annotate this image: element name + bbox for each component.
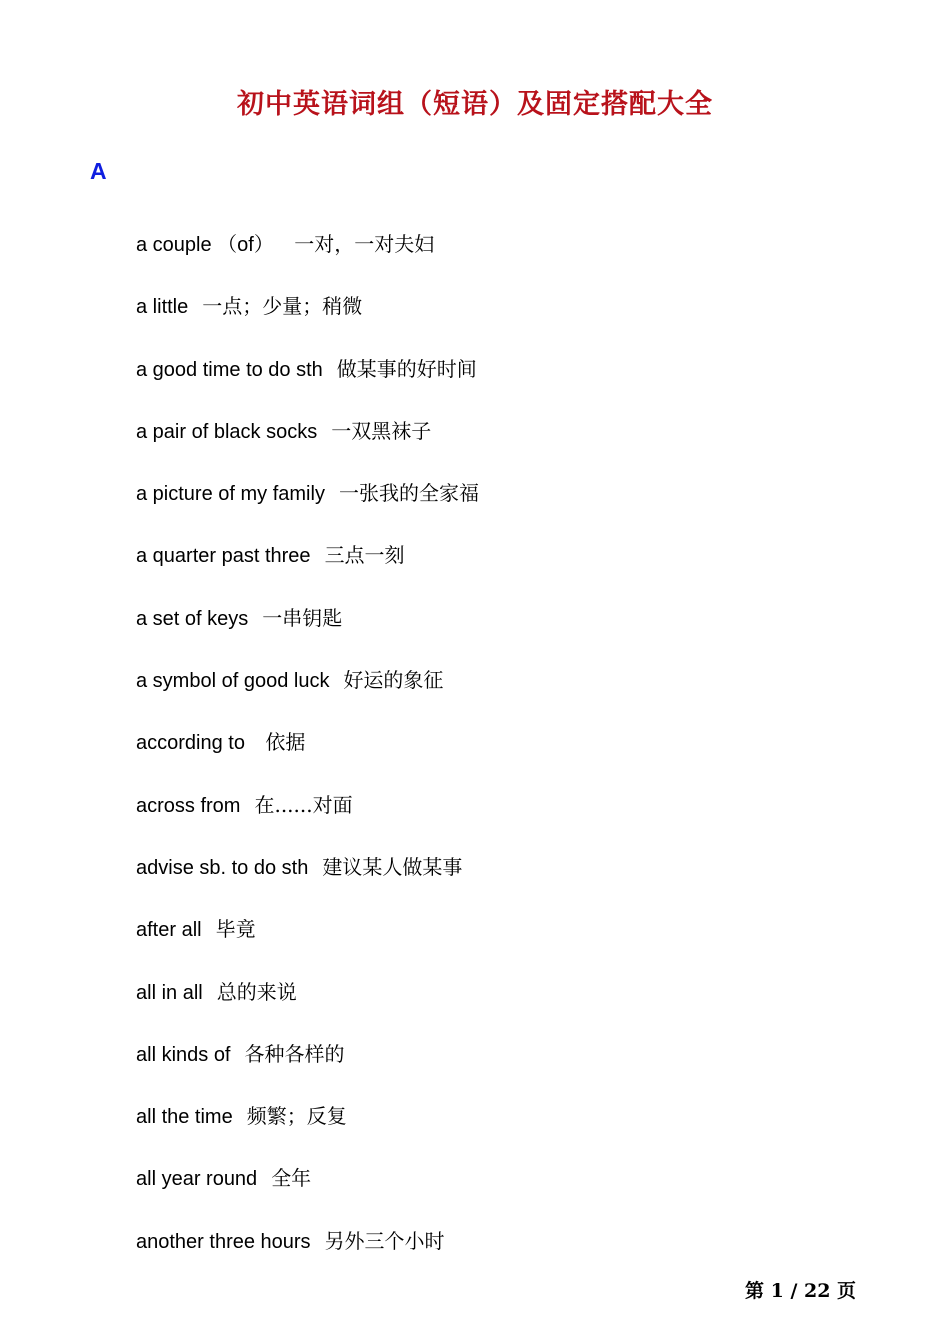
phrase-entry [136,1101,479,1163]
phrase-english: according to [136,732,245,755]
phrase-entry [136,914,479,976]
phrase-entry [136,1226,479,1288]
phrase-chinese: 总的来说 [216,979,297,1004]
phrase-chinese: 一对，一对夫妇 [287,232,435,256]
phrase-english: a symbol of good luck [136,670,330,693]
phrase-chinese: 一点；少量；稍微 [202,294,363,319]
phrase-english: a good time to do sth [136,358,323,381]
phrase-english: all kinds of [136,1043,231,1066]
phrase-chinese: 频繁；反复 [246,1104,347,1129]
phrase-chinese: 一双黑袜子 [331,418,432,443]
phrase-english: across from [136,794,241,817]
phrase-english: after all [136,919,202,942]
phrase-entry [136,603,479,665]
phrase-entry [136,977,479,1039]
phrase-chinese: 依据 [258,730,306,755]
phrase-entry [136,478,479,540]
phrase-entry [136,1039,479,1101]
document-title: 初中英语词组（短语）及固定搭配大全 [237,89,713,120]
phrase-chinese: 做某事的好时间 [336,356,477,381]
phrase-list [136,229,479,1288]
section-heading-a: A [90,158,107,184]
phrase-chinese: 毕竟 [215,917,256,942]
phrase-entry [136,291,479,353]
phrase-english: all in all [136,981,203,1004]
phrase-entry [136,790,479,852]
phrase-english: all year round [136,1168,258,1191]
phrase-chinese: 全年 [271,1166,312,1191]
phrase-english: a set of keys [136,607,249,630]
phrase-english: a quarter past three [136,545,311,568]
phrase-entry [136,727,479,789]
phrase-chinese: 另外三个小时 [324,1228,445,1253]
phrase-english: a little [136,296,189,319]
page-number: 第 1 / 22 页 [745,1280,857,1302]
phrase-chinese: 好运的象征 [343,668,444,693]
phrase-chinese: 一张我的全家福 [338,481,479,506]
phrase-entry [136,852,479,914]
phrase-entry [136,354,479,416]
phrase-entry [136,665,479,727]
phrase-chinese: 各种各样的 [244,1041,345,1066]
phrase-entry [136,229,479,291]
phrase-entry [136,416,479,478]
phrase-chinese: 一串钥匙 [262,605,343,630]
phrase-english: a pair of black socks [136,420,318,443]
phrase-english: advise sb. to do sth [136,856,309,879]
phrase-entry [136,540,479,602]
phrase-english: another three hours [136,1230,311,1253]
phrase-english: all the time [136,1106,233,1129]
phrase-chinese: 三点一刻 [324,543,405,568]
phrase-chinese: 建议某人做某事 [322,854,463,879]
phrase-entry [136,1163,479,1225]
phrase-chinese: 在......对面 [254,792,353,817]
phrase-english: a couple （of） [136,234,274,256]
phrase-english: a picture of my family [136,483,325,506]
